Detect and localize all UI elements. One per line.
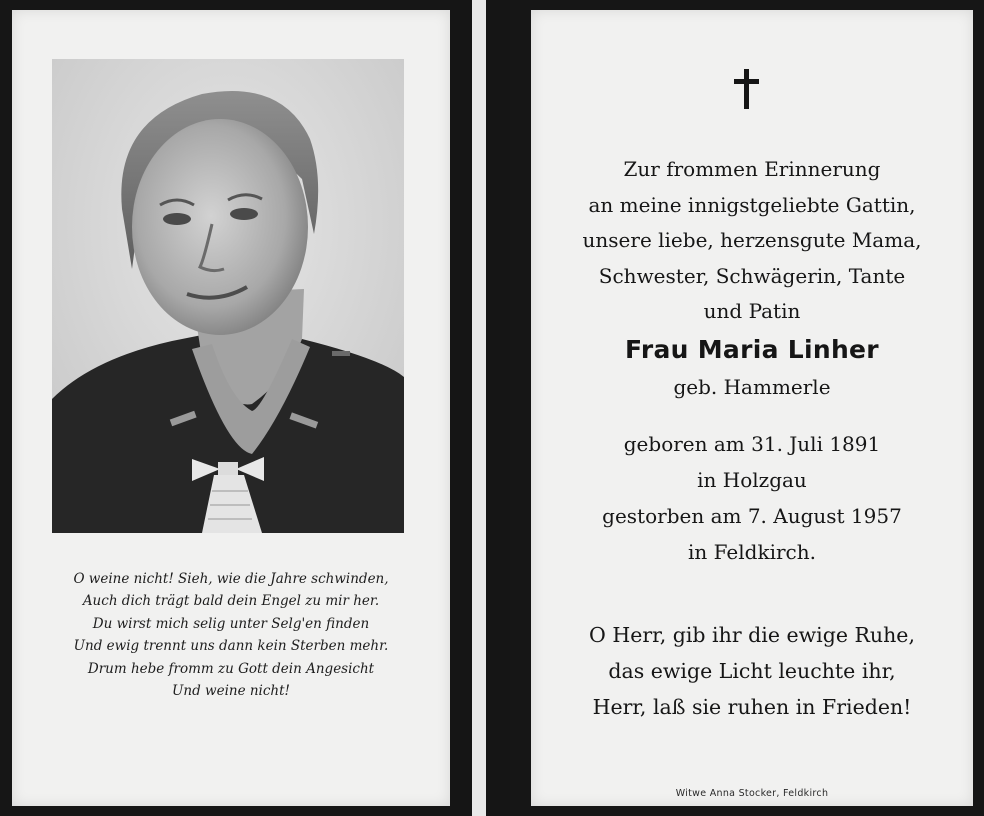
poem-line: Und ewig trennt uns dann kein Sterben mehr. (73, 638, 389, 655)
life-dates (531, 426, 973, 570)
poem-line: Du wirst mich selig unter Selg'en finden (92, 615, 370, 632)
cross-icon (531, 66, 973, 112)
dedication-line: unsere liebe, herzensgute Mama, (582, 228, 922, 252)
poem-line: Und weine nicht! (172, 683, 290, 700)
date-line: in Holzgau (697, 468, 807, 492)
date-line: in Feldkirch. (688, 540, 816, 564)
dedication-line: an meine innigstgeliebte Gattin, (588, 192, 916, 217)
date-line: gestorben am 7. August 1957 (602, 504, 902, 528)
maiden-name: geb. Hammerle (673, 375, 831, 399)
prayer-line: O Herr, gib ihr die ewige Ruhe, (589, 623, 915, 647)
dedication-line: Zur frommen Erinnerung (623, 157, 881, 181)
dedication-line: und Patin (703, 299, 801, 323)
dedication-text (531, 152, 973, 330)
prayer (531, 617, 973, 725)
printer-imprint: Witwe Anna Stocker, Feldkirch (675, 788, 829, 799)
portrait-photo (52, 59, 404, 533)
poem-line: Auch dich trägt bald dein Engel zu mir her. (82, 593, 380, 610)
dedication-line: Schwester, Schwägerin, Tante (598, 263, 906, 288)
poem (12, 568, 450, 702)
right-card (531, 10, 973, 806)
left-card (12, 10, 450, 806)
date-line: geboren am 31. Juli 1891 (623, 432, 881, 456)
deceased-name: Frau Maria Linher (625, 335, 879, 364)
poem-line: Drum hebe fromm zu Gott dein Angesicht (87, 660, 375, 677)
prayer-line: Herr, laß sie ruhen in Frieden! (592, 695, 912, 719)
card-fold-gutter (450, 0, 510, 816)
prayer-line: das ewige Licht leuchte ihr, (608, 659, 896, 683)
poem-line: O weine nicht! Sieh, wie die Jahre schwinden, (73, 571, 389, 587)
